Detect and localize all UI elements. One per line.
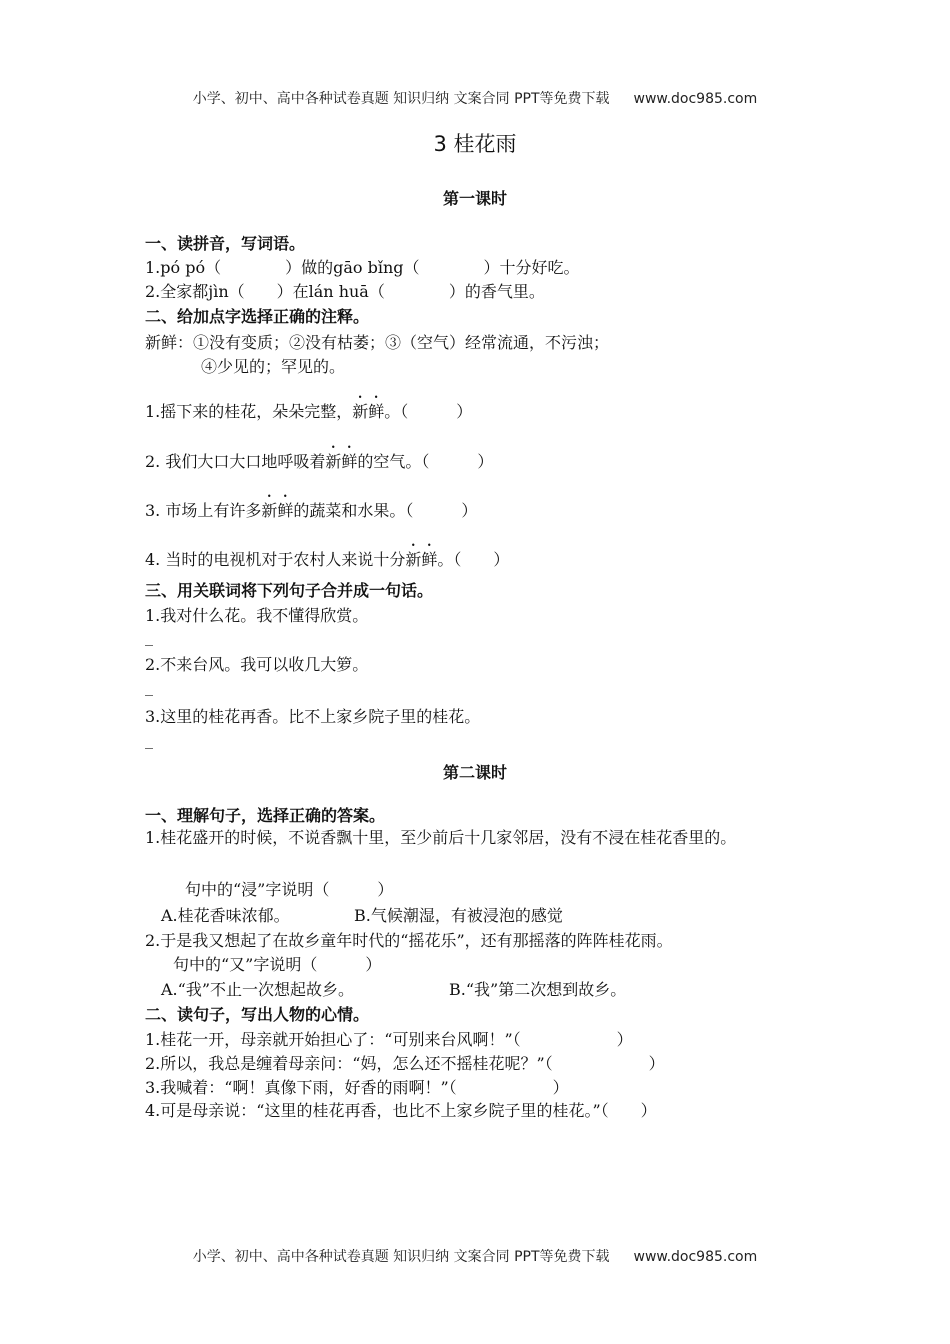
q-answer-blank: 。（ ） — [437, 550, 510, 569]
l2-sec1-q1-optB: B.气候潮湿，有被浸泡的感觉 — [354, 906, 563, 925]
l2-sec1-q1-optA: A.桂花香味浓郁。 — [161, 906, 290, 925]
l1-sec3-blank3: _ — [145, 730, 153, 749]
dotted-word: 新鲜 — [325, 452, 358, 471]
q-text: 3. 市场上有许多 — [145, 501, 262, 520]
header-text: 小学、初中、高中各种试卷真题 知识归纳 文案合同 PPT等免费下载 — [192, 91, 610, 107]
l2-sec1-q1: 1.桂花盛开的时候，不说香飘十里，至少前后十几家邻居，没有不浸在桂花香里的。 — [145, 828, 737, 847]
l2-sec2-q2: 2.所以，我总是缠着母亲问：“妈，怎么还不摇桂花呢？”（ ） — [145, 1054, 665, 1073]
q-answer-blank: 的蔬菜和水果。（ ） — [293, 501, 478, 520]
l1-sec2-def1: 新鲜：①没有变质；②没有枯萎；③（空气）经常流通，不污浊； — [145, 333, 610, 352]
l2-sec1-q2-optB: B.“我”第二次想到故乡。 — [449, 980, 627, 999]
l1-sec2-def2: ④少见的；罕见的。 — [201, 357, 346, 376]
dotted-word: 新鲜 — [352, 402, 385, 421]
l1-sec2-q4 — [145, 541, 509, 570]
l1-sec3-q3: 3.这里的桂花再香。比不上家乡院子里的桂花。 — [145, 707, 481, 726]
l2-sec2-title: 二、读句子，写出人物的心情。 — [145, 1005, 370, 1024]
l1-sec3-q2: 2.不来台风。我可以收几大箩。 — [145, 655, 369, 674]
q-answer-blank: 。（ ） — [384, 402, 473, 421]
l2-sec1-title: 一、理解句子，选择正确的答案。 — [145, 806, 386, 825]
page-header — [0, 88, 950, 108]
l2-sec2-q1: 1.桂花一开，母亲就开始担心了：“可别来台风啊！”（ ） — [145, 1030, 633, 1049]
l1-sec3-title: 三、用关联词将下列句子合并成一句话。 — [145, 581, 434, 600]
l1-sec3-blank2: _ — [145, 677, 153, 696]
l1-sec2-title: 二、给加点字选择正确的注释。 — [145, 307, 370, 326]
footer-text: 小学、初中、高中各种试卷真题 知识归纳 文案合同 PPT等免费下载 — [192, 1249, 610, 1265]
q-text: 2. 我们大口大口地呼吸着 — [145, 452, 326, 471]
l1-sec2-q3 — [145, 492, 477, 521]
page-title: 3 桂花雨 — [433, 132, 517, 156]
l1-sec1-q1: 1.pó pó（ ）做的gāo bǐng（ ）十分好吃。 — [145, 258, 580, 277]
q-text: 1.摇下来的桂花，朵朵完整， — [145, 402, 353, 421]
l1-sec2-q1 — [145, 393, 472, 422]
dotted-word: 新鲜 — [405, 550, 438, 569]
lesson1-heading: 第一课时 — [442, 189, 507, 208]
l2-sec1-q2-sub: 句中的“又”字说明（ ） — [173, 955, 382, 974]
header-url[interactable]: www.doc985.com — [633, 91, 758, 107]
l1-sec3-q1: 1.我对什么花。我不懂得欣赏。 — [145, 606, 369, 625]
l2-sec1-q2-optA: A.“我”不止一次想起故乡。 — [161, 980, 355, 999]
q-answer-blank: 的空气。（ ） — [357, 452, 494, 471]
l2-sec2-q3: 3.我喊着：“啊！真像下雨，好香的雨啊！”（ ） — [145, 1078, 569, 1097]
l1-sec1-q2: 2.全家都jìn（ ）在lán huā（ ）的香气里。 — [145, 282, 545, 301]
page-footer — [0, 1246, 950, 1266]
q-text: 4. 当时的电视机对于农村人来说十分 — [145, 550, 406, 569]
footer-url[interactable]: www.doc985.com — [633, 1249, 758, 1265]
l2-sec1-q2: 2.于是我又想起了在故乡童年时代的“摇花乐”，还有那摇落的阵阵桂花雨。 — [145, 931, 673, 950]
l2-sec2-q4: 4.可是母亲说：“这里的桂花再香，也比不上家乡院子里的桂花。”（ ） — [145, 1101, 657, 1120]
l2-sec1-q1-sub: 句中的“浸”字说明（ ） — [185, 880, 394, 899]
lesson2-heading: 第二课时 — [442, 763, 507, 782]
l1-sec2-q2 — [145, 443, 493, 472]
l1-sec1-title: 一、读拼音，写词语。 — [145, 234, 306, 253]
dotted-word: 新鲜 — [261, 501, 294, 520]
l1-sec3-blank1: _ — [145, 627, 153, 646]
